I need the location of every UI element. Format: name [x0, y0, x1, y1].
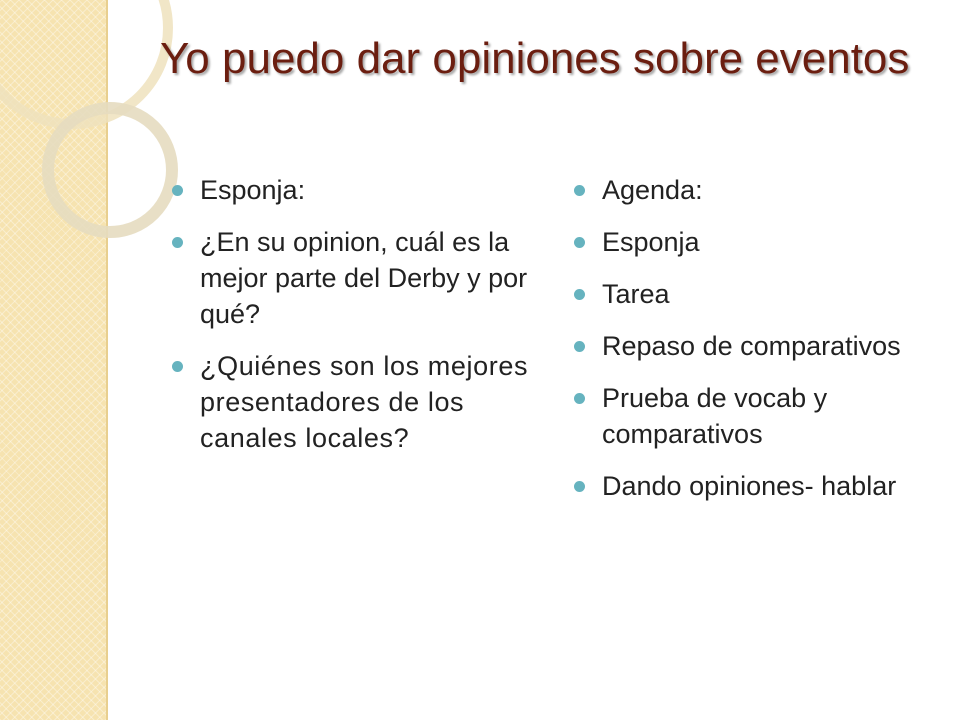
- list-item: [172, 172, 532, 208]
- ring-small: [48, 108, 172, 232]
- list-item: [574, 172, 914, 208]
- list-item-text: Tarea: [602, 279, 670, 309]
- list-item: [574, 224, 914, 260]
- bullet-dot-icon: [172, 361, 183, 372]
- list-item-text: Agenda:: [602, 175, 703, 205]
- list-item-text: Prueba de vocab y comparativos: [602, 383, 828, 449]
- bullet-dot-icon: [574, 289, 585, 300]
- bullet-dot-icon: [574, 393, 585, 404]
- list-item: [172, 224, 532, 332]
- bullet-dot-icon: [172, 237, 183, 248]
- list-item-text: Dando opiniones- hablar: [602, 471, 897, 501]
- list-item-text: Esponja: [602, 227, 700, 257]
- list-item-text: Repaso de comparativos: [602, 331, 901, 361]
- bullet-dot-icon: [172, 185, 183, 196]
- list-item: [574, 380, 914, 452]
- bullet-dot-icon: [574, 237, 585, 248]
- bullet-dot-icon: [574, 481, 585, 492]
- left-bullet-list: [172, 172, 532, 472]
- bullet-dot-icon: [574, 341, 585, 352]
- list-item-text: Esponja:: [200, 175, 306, 205]
- list-item: [574, 276, 914, 312]
- right-bullet-list: [574, 172, 914, 520]
- ring-large: [0, 0, 168, 124]
- list-item-text: ¿En su opinion, cuál es la mejor parte del Derby y por qué?: [200, 227, 528, 329]
- list-item-text: ¿Quiénes son los mejores presentadores de los canales locales?: [200, 351, 529, 453]
- list-item: [574, 468, 914, 504]
- list-item: [574, 328, 914, 364]
- slide-title: Yo puedo dar opiniones sobre eventos: [160, 34, 910, 83]
- list-item: [172, 348, 532, 456]
- bullet-dot-icon: [574, 185, 585, 196]
